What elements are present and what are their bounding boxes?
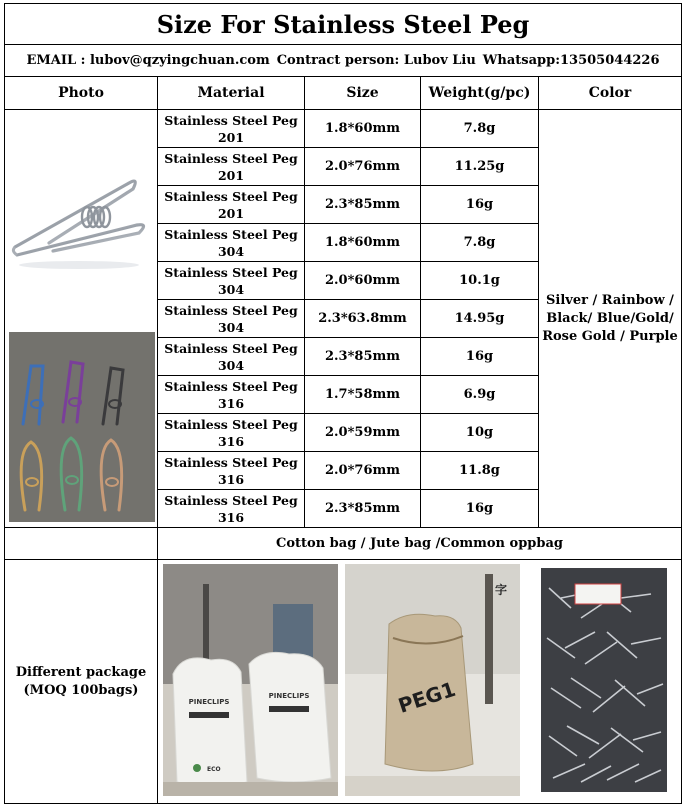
color-line-1: Silver / Rainbow /	[546, 292, 674, 308]
header-color: Color	[539, 77, 682, 110]
material-cell	[158, 110, 305, 148]
jute-bag-text: PEG1	[395, 676, 459, 718]
material-cell	[158, 300, 305, 338]
material-cell-text: Stainless Steel Peg	[164, 226, 298, 242]
weight-cell	[421, 414, 539, 452]
header-size: Size	[305, 77, 421, 110]
silver-peg-photo	[9, 165, 155, 283]
eco-label: ECO	[207, 766, 221, 773]
size-cell-text: 1.8*60mm	[324, 234, 401, 250]
size-cell-text: 2.0*76mm	[324, 462, 401, 478]
weight-cell	[421, 452, 539, 490]
material-cell-text: 304	[217, 281, 245, 297]
material-cell-text: 304	[217, 357, 245, 373]
size-cell	[305, 148, 421, 186]
size-cell-text: 2.0*76mm	[324, 158, 401, 174]
size-cell	[305, 414, 421, 452]
material-cell-text: Stainless Steel Peg	[164, 150, 298, 166]
weight-cell	[421, 376, 539, 414]
weight-cell-text: 7.8g	[463, 234, 496, 250]
material-cell-text: 316	[217, 509, 245, 525]
material-cell-text: 304	[217, 243, 245, 259]
weight-cell-text: 10.1g	[459, 272, 500, 288]
weight-cell-text: 16g	[465, 196, 494, 212]
size-cell-text: 2.3*85mm	[324, 348, 401, 364]
weight-cell-text: 6.9g	[463, 386, 496, 402]
color-line-3: Rose Gold / Purple	[542, 328, 678, 344]
size-cell	[305, 262, 421, 300]
contact-whatsapp: Whatsapp:13505044226	[482, 53, 660, 68]
size-cell	[305, 338, 421, 376]
weight-cell	[421, 490, 539, 528]
size-cell	[305, 300, 421, 338]
opp-bag-photo	[541, 568, 667, 792]
size-cell-text: 2.3*85mm	[324, 500, 401, 516]
material-cell-text: 201	[217, 205, 245, 221]
spec-sheet	[4, 3, 682, 804]
material-cell-text: Stainless Steel Peg	[164, 112, 298, 128]
size-cell	[305, 376, 421, 414]
weight-cell-text: 11.25g	[454, 158, 505, 174]
weight-cell-text: 10g	[465, 424, 494, 440]
weight-cell	[421, 300, 539, 338]
size-cell-text: 2.3*63.8mm	[318, 310, 407, 326]
material-cell	[158, 490, 305, 528]
material-cell-text: Stainless Steel Peg	[164, 340, 298, 356]
svg-text:字: 字	[495, 583, 508, 597]
material-cell	[158, 148, 305, 186]
colored-pegs-photo	[9, 332, 155, 522]
cotton-bag-1-text: PINECLIPS	[188, 698, 230, 706]
size-cell	[305, 110, 421, 148]
weight-cell-text: 16g	[465, 500, 494, 516]
material-cell-text: 201	[217, 129, 245, 145]
material-cell-text: 316	[217, 433, 245, 449]
material-cell-text: Stainless Steel Peg	[164, 302, 298, 318]
weight-cell	[421, 110, 539, 148]
size-cell	[305, 490, 421, 528]
header-photo: Photo	[4, 77, 158, 110]
material-cell	[158, 376, 305, 414]
weight-cell	[421, 262, 539, 300]
contact-email: EMAIL : lubov@qzyingchuan.com	[26, 53, 270, 68]
weight-cell-text: 7.8g	[463, 120, 496, 136]
material-cell	[158, 186, 305, 224]
weight-cell	[421, 338, 539, 376]
material-cell	[158, 262, 305, 300]
size-cell	[305, 452, 421, 490]
weight-cell	[421, 148, 539, 186]
contact-bar	[4, 45, 682, 77]
material-cell-text: 316	[217, 471, 245, 487]
header-weight: Weight(g/pc)	[421, 77, 539, 110]
material-cell	[158, 338, 305, 376]
size-cell-text: 2.0*59mm	[324, 424, 401, 440]
weight-cell-text: 16g	[465, 348, 494, 364]
package-label-line-2: (MOQ 100bags)	[23, 682, 139, 698]
color-line-2: Black/ Blue/Gold/	[546, 310, 674, 326]
material-cell	[158, 414, 305, 452]
weight-cell-text: 14.95g	[454, 310, 505, 326]
material-cell-text: Stainless Steel Peg	[164, 264, 298, 280]
size-cell-text: 2.0*60mm	[324, 272, 401, 288]
size-cell-text: 1.7*58mm	[324, 386, 401, 402]
material-cell-text: 304	[217, 319, 245, 335]
material-cell	[158, 224, 305, 262]
bag-types: Cotton bag / Jute bag /Common oppbag	[158, 528, 682, 560]
cotton-bag-photo	[163, 564, 338, 796]
color-cell	[539, 110, 682, 528]
material-cell-text: Stainless Steel Peg	[164, 378, 298, 394]
page-title: Size For Stainless Steel Peg	[4, 3, 682, 45]
weight-cell	[421, 186, 539, 224]
photo-cell	[4, 110, 158, 528]
material-cell-text: 201	[217, 167, 245, 183]
jute-bag-photo	[345, 564, 520, 796]
package-label-cell	[4, 560, 158, 804]
package-label-line-1: Different package	[15, 664, 147, 680]
weight-cell-text: 11.8g	[459, 462, 500, 478]
material-cell-text: 316	[217, 395, 245, 411]
header-material: Material	[158, 77, 305, 110]
material-cell-text: Stainless Steel Peg	[164, 188, 298, 204]
cotton-bag-2-text: PINECLIPS	[268, 692, 310, 700]
size-cell-text: 1.8*60mm	[324, 120, 401, 136]
material-cell-text: Stainless Steel Peg	[164, 416, 298, 432]
package-photos-cell	[158, 560, 682, 804]
package-blank-cell	[4, 528, 158, 560]
contact-person: Contract person: Lubov Liu	[276, 53, 476, 68]
material-cell	[158, 452, 305, 490]
material-cell-text: Stainless Steel Peg	[164, 454, 298, 470]
material-cell-text: Stainless Steel Peg	[164, 492, 298, 508]
weight-cell	[421, 224, 539, 262]
size-cell-text: 2.3*85mm	[324, 196, 401, 212]
size-cell	[305, 224, 421, 262]
size-cell	[305, 186, 421, 224]
